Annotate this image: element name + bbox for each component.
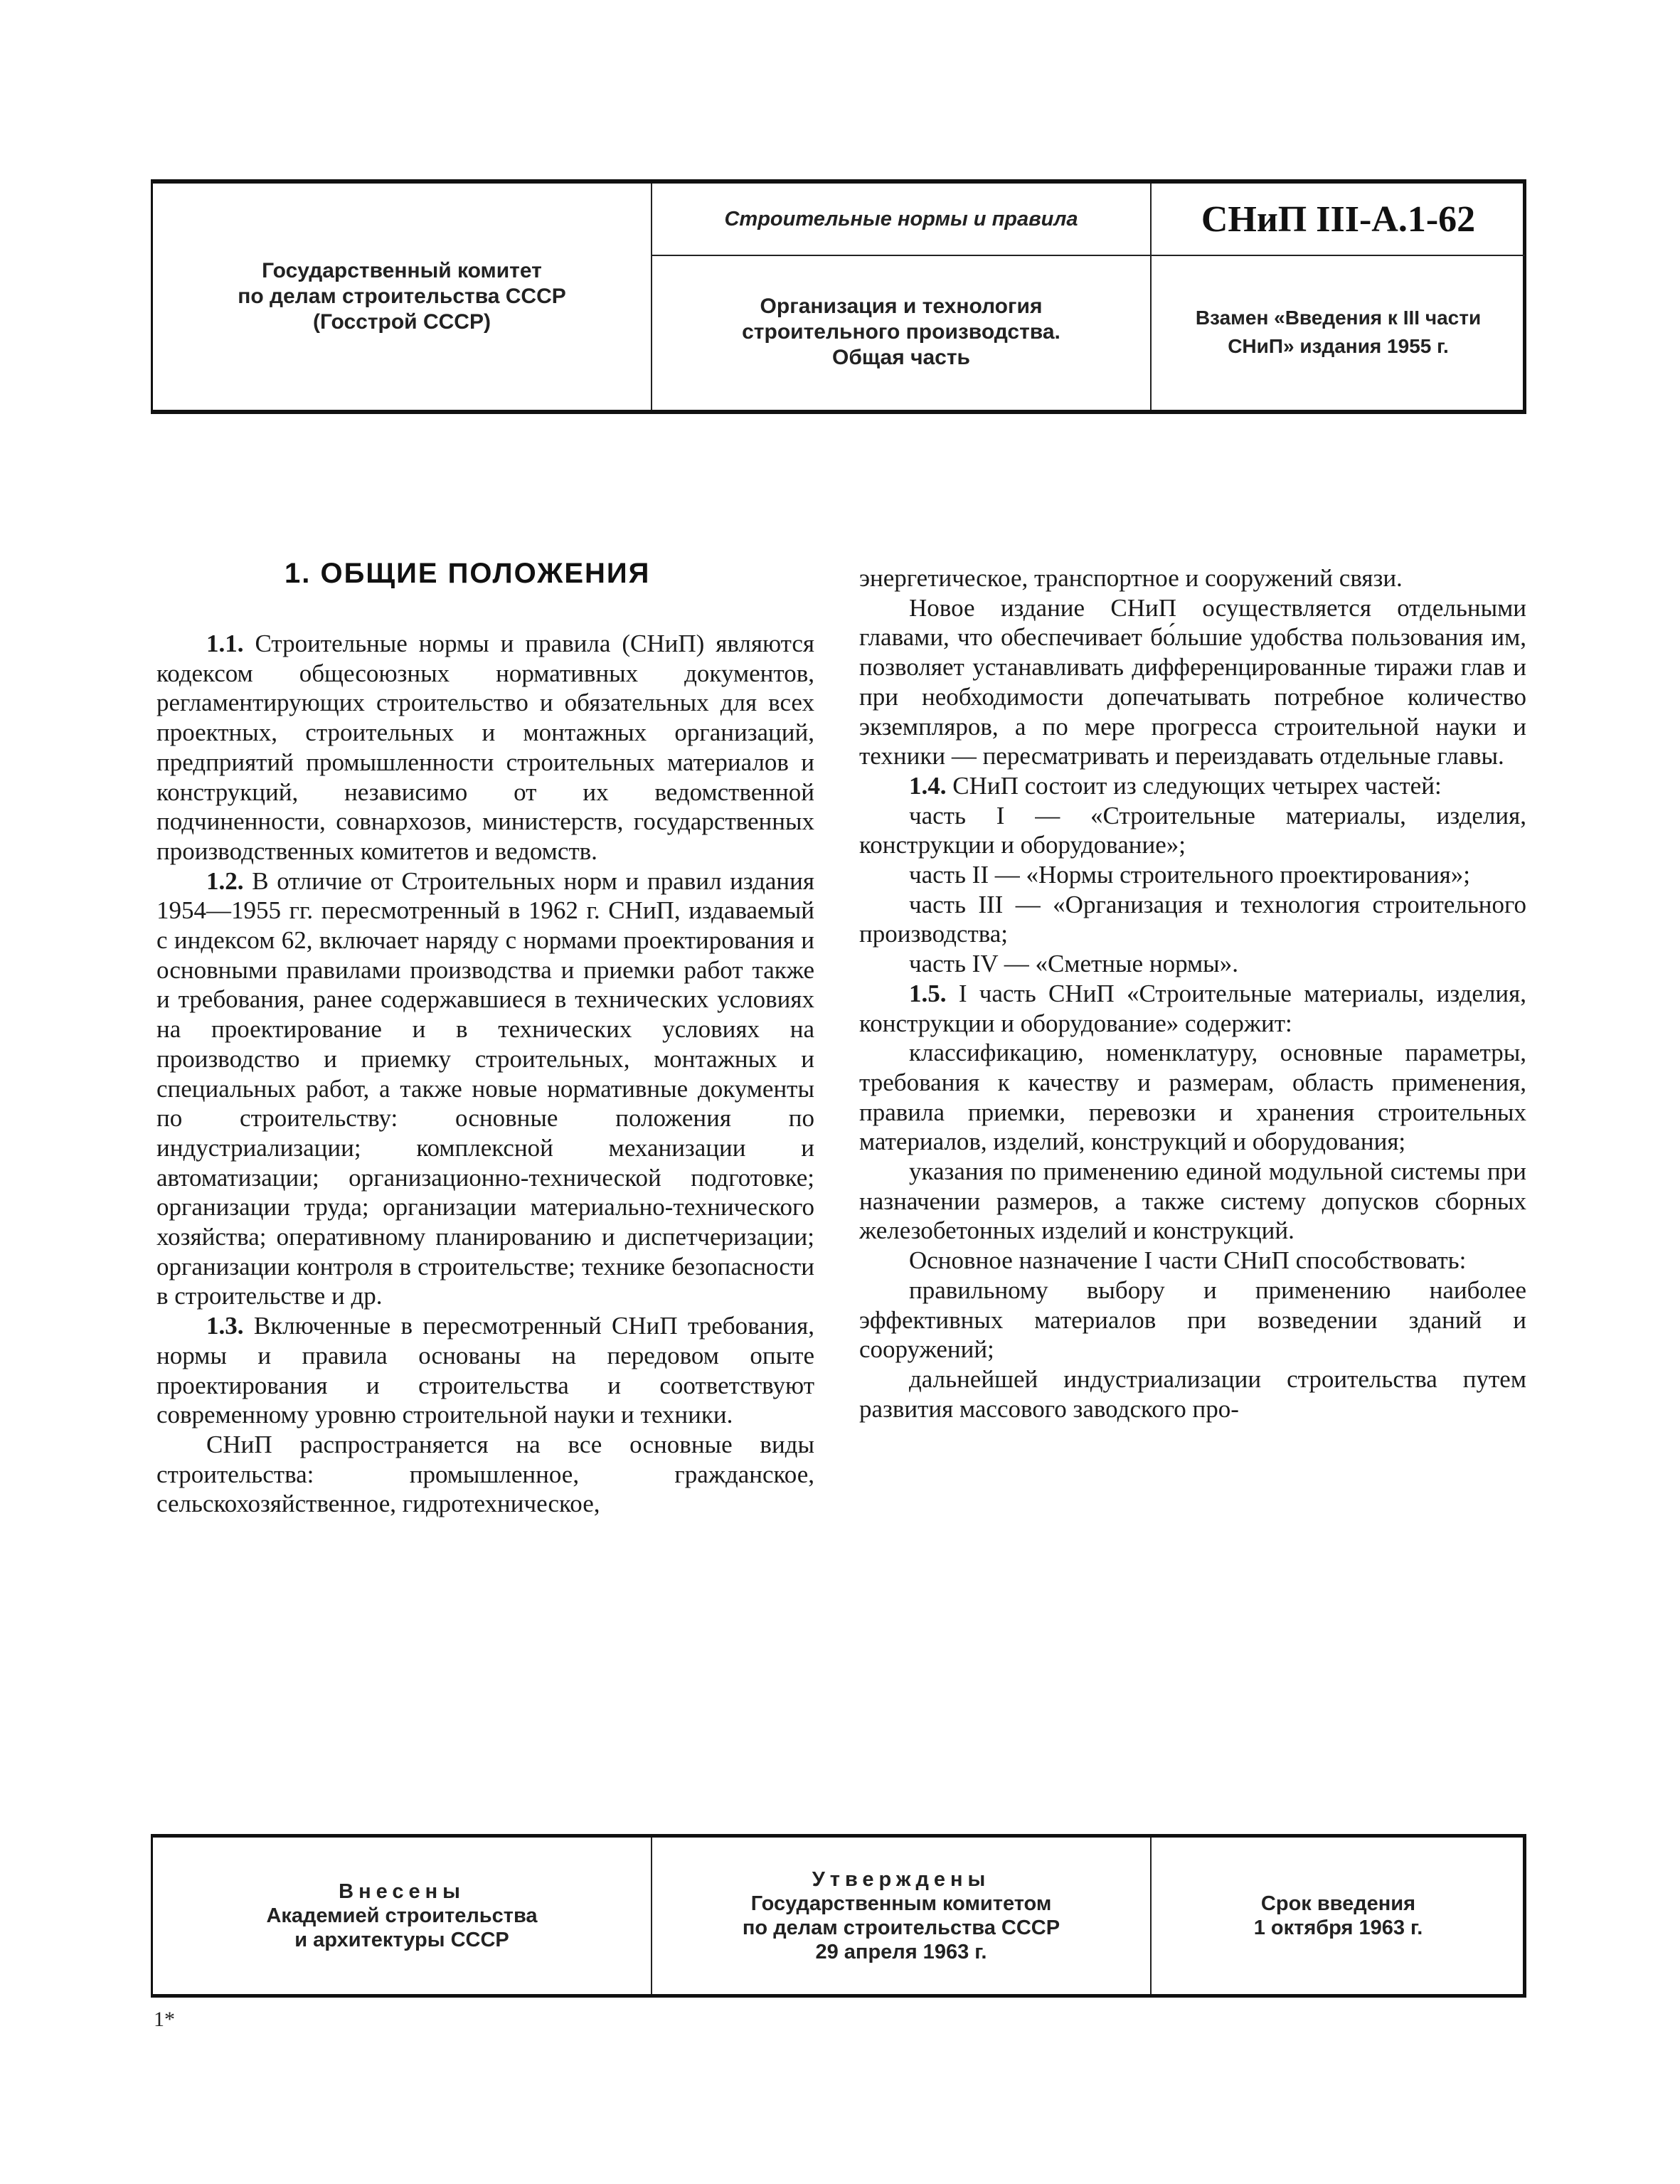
paragraph: СНиП распространяется на все основные виды строительства: промышленное, гражданское, сельскохозяйственное, гидротехническое, bbox=[156, 1430, 814, 1518]
document-subject: Организация и технология строительного производства. Общая часть bbox=[742, 295, 1060, 369]
clause-number: 1.4. bbox=[909, 771, 947, 800]
introduced-heading: Внесены bbox=[339, 1880, 465, 1903]
list-item: дальнейшей индустриализации строительства путем развития массового заводского про- bbox=[859, 1364, 1526, 1423]
approved-heading: Утверждены bbox=[812, 1868, 991, 1891]
page-number: 1* bbox=[154, 2008, 175, 2031]
list-item: правильному выбору и применению наиболее эффективных материалов при возведении зданий и сооружений; bbox=[859, 1276, 1526, 1364]
clause-number: 1.5. bbox=[909, 979, 947, 1007]
clause-number: 1.1. bbox=[206, 630, 244, 657]
paragraph-1-4 bbox=[859, 771, 1526, 801]
clause-text: Включенные в пересмотренный СНиП требования, нормы и правила основаны на передовом опыте проектирования и строительства и соответствуют современному уровню строительной науки и техники. bbox=[156, 1312, 814, 1429]
paragraph-continuation: энергетическое, транспортное и сооружений связи. bbox=[859, 564, 1403, 592]
header-table bbox=[151, 179, 1526, 414]
effective-body: Срок введения 1 октября 1963 г. bbox=[1253, 1892, 1423, 1939]
list-item: указания по применению единой модульной системы при назначении размеров, а также систему допусков сборных железобетонных изделий и конструкций. bbox=[859, 1157, 1526, 1245]
paragraph: Новое издание СНиП осуществляется отдельными главами, что обеспечивает бо́льшие удобства пользования им, позволяет устанавливать дифференцированные тиражи глав и при необходимости допечатывать потребное количество экземпляров, а по мере прогресса строительной науки и техники — пересматривать и переиздавать отдельные главы. bbox=[859, 593, 1526, 770]
document-series: Строительные нормы и правила bbox=[724, 207, 1078, 230]
paragraph-1-3 bbox=[156, 1311, 814, 1430]
effective-date bbox=[1152, 1838, 1525, 1994]
section-title: 1. ОБЩИЕ ПОЛОЖЕНИЯ bbox=[285, 558, 651, 589]
approved-by bbox=[652, 1838, 1150, 1994]
clause-text: В отличие от Строительных норм и правил издания 1954—1955 гг. пересмотренный в 1962 г. СНиП, издаваемый с индексом 62, включает наряду с нормами проектирования и основными правилами производства и приемки работ также и требования, ранее содержавшиеся в технических условиях на проектирование и в технических условиях на производство и приемку строительных, монтажных и специальных работ, а также новые нормативные документы по строительству: основные положения по индустриализации; комплексной механизации и автоматизации; организационно-технической подготовке; организации труда; организации материально-технического хозяйства; оперативному планированию и диспетчеризации; организации контроля в строительстве; технике безопасности в строительстве и др. bbox=[156, 866, 814, 1310]
approved-body: Государственным комитетом по делам строительства СССР 29 апреля 1963 г. bbox=[742, 1892, 1060, 1963]
paragraph-1-1 bbox=[156, 629, 814, 866]
clause-number: 1.3. bbox=[206, 1312, 244, 1340]
left-column bbox=[156, 629, 814, 1519]
list-item: часть I — «Строительные материалы, изделия, конструкции и оборудование»; bbox=[859, 801, 1526, 859]
paragraph: Основное назначение I части СНиП способствовать: bbox=[909, 1246, 1467, 1275]
issuing-agency: Государственный комитет по делам строительства СССР (Госстрой СССР) bbox=[238, 259, 566, 334]
document-code: СНиП III-А.1-62 bbox=[1201, 198, 1476, 240]
introduced-body: Академией строительства и архитектуры СССР bbox=[266, 1904, 538, 1951]
list-item: часть III — «Организация и технология строительного производства; bbox=[859, 890, 1526, 948]
introduced-by bbox=[153, 1838, 651, 1994]
paragraph-1-5 bbox=[859, 979, 1526, 1038]
clause-number: 1.2. bbox=[206, 866, 244, 895]
clause-text: СНиП состоит из следующих четырех частей: bbox=[946, 771, 1442, 800]
paragraph-1-2 bbox=[156, 866, 814, 1312]
list-item: часть IV — «Сметные нормы». bbox=[909, 950, 1238, 978]
list-item: часть II — «Нормы строительного проектирования»; bbox=[909, 861, 1471, 889]
clause-text: Строительные нормы и правила (СНиП) являются кодексом общесоюзных нормативных документов, регламентирующих строительство и обязательных для всех проектных, строительных и монтажных организаций, предприятий промышленности строительных материалов и конструкций, независимо от их ведомственной подчиненности, совнархозов, министерств, государственных производственных комитетов и ведомств. bbox=[156, 630, 814, 865]
replaces-note: Взамен «Введения к III части СНиП» издания 1955 г. bbox=[1195, 307, 1482, 357]
list-item: классификацию, номенклатуру, основные параметры, требования к качеству и размерам, область применения, правила приемки, перевозки и хранения строительных материалов, изделий, конструкций и оборудования; bbox=[859, 1039, 1526, 1156]
footer-table bbox=[151, 1834, 1526, 1998]
clause-text: I часть СНиП «Строительные материалы, изделия, конструкции и оборудование» содержит: bbox=[859, 979, 1526, 1037]
right-column bbox=[859, 563, 1526, 1424]
